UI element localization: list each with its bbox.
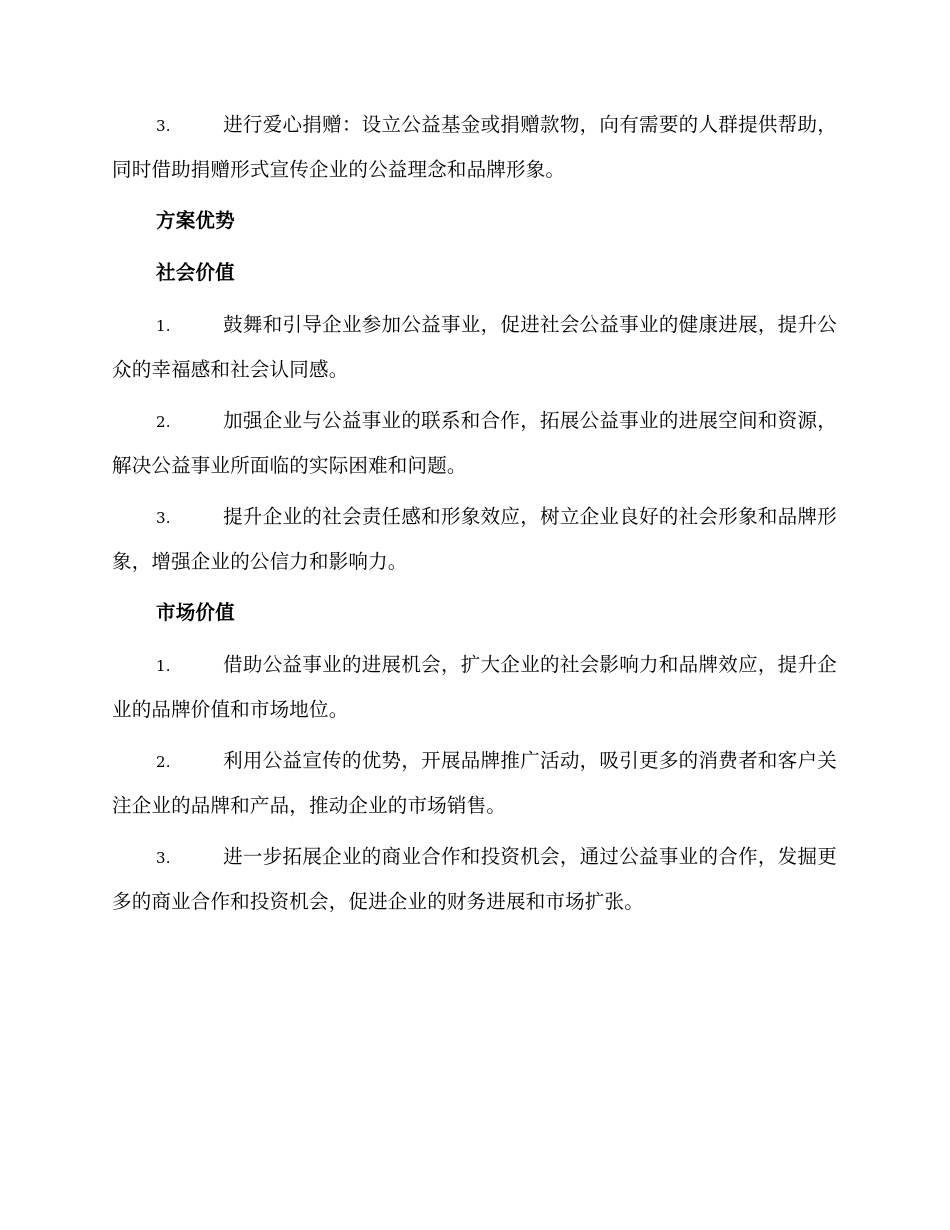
document-body	[112, 103, 837, 931]
list-number: 2.	[156, 413, 171, 431]
list-item-social-2	[112, 399, 837, 488]
list-item-text: 提升企业的社会责任感和形象效应，树立企业良好的社会形象和品牌形象，增强企业的公信力和影响力。	[112, 505, 837, 573]
list-number: 3.	[156, 849, 171, 867]
subsection-heading-market-value: 市场价值	[156, 601, 235, 624]
list-item-text: 加强企业与公益事业的联系和合作，拓展公益事业的进展空间和资源，解决公益事业所面临的实际困难和问题。	[112, 409, 837, 477]
list-number: 1.	[156, 317, 171, 335]
list-item-market-2	[112, 739, 837, 828]
list-item-text: 进一步拓展企业的商业合作和投资机会，通过公益事业的合作，发掘更多的商业合作和投资机会，促进企业的财务进展和市场扩张。	[112, 845, 837, 913]
list-item-text: 借助公益事业的进展机会，扩大企业的社会影响力和品牌效应，提升企业的品牌价值和市场地位。	[112, 653, 837, 721]
list-number: 1.	[156, 657, 171, 675]
subsection-heading-social-value: 社会价值	[156, 261, 235, 284]
list-item-donation	[112, 103, 837, 192]
section-heading-advantages: 方案优势	[156, 209, 235, 232]
list-item-text: 利用公益宣传的优势，开展品牌推广活动，吸引更多的消费者和客户关注企业的品牌和产品，推动企业的市场销售。	[112, 749, 837, 817]
list-item-social-3	[112, 495, 837, 584]
list-item-text: 进行爱心捐赠：设立公益基金或捐赠款物，向有需要的人群提供帮助，同时借助捐赠形式宣传企业的公益理念和品牌形象。	[112, 113, 837, 181]
list-number: 3.	[156, 117, 171, 135]
list-item-market-3	[112, 835, 837, 924]
list-number: 2.	[156, 753, 171, 771]
list-number: 3.	[156, 509, 171, 527]
list-item-social-1	[112, 303, 837, 392]
list-item-text: 鼓舞和引导企业参加公益事业，促进社会公益事业的健康进展，提升公众的幸福感和社会认同感。	[112, 313, 837, 381]
list-item-market-1	[112, 643, 837, 732]
